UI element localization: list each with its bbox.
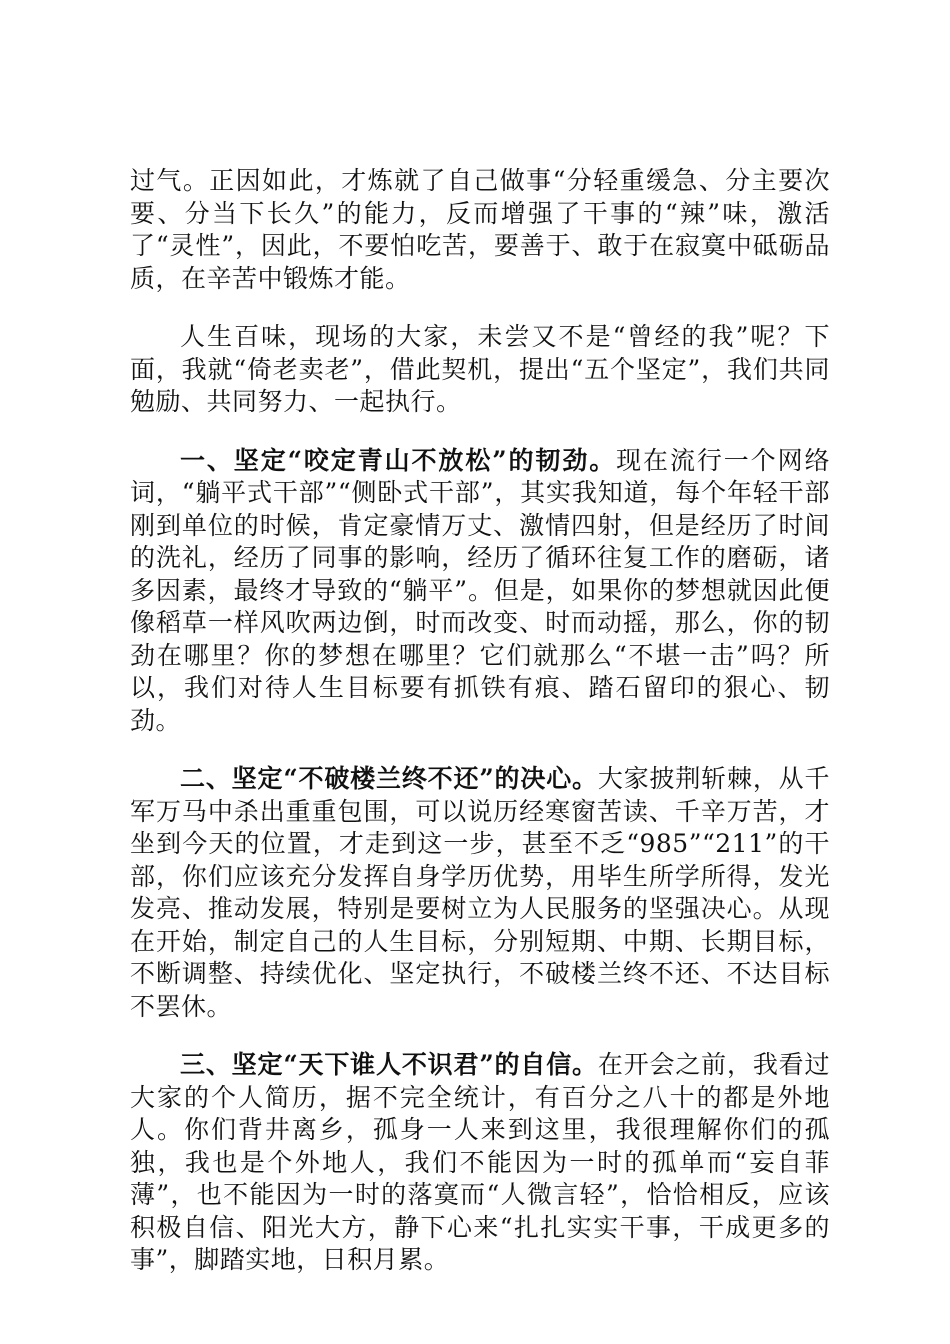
paragraph-text: 过气。正因如此，才炼就了自己做事“分轻重缓急、分主要次要、分当下长久”的能力，反而增强了干事的“辣”味，激活了“灵性”，因此，不要怕吃苦，要善于、敢于在寂寞中砥砺品质，在辛苦中锻炼才能。 [130, 166, 830, 293]
point-heading: 二、坚定“不破楼兰终不还”的决心。 [180, 764, 598, 793]
paragraph-point-3 [130, 1049, 830, 1277]
paragraph-continuation [130, 165, 830, 295]
paragraph-point-1 [130, 445, 830, 738]
paragraph-text: 人生百味，现场的大家，未尝又不是“曾经的我”呢？下面，我就“倚老卖老”，借此契机，提出“五个坚定”，我们共同勉励、共同努力、一起执行。 [130, 322, 830, 416]
paragraph-intro [130, 321, 830, 419]
paragraph-text: 大家披荆斩棘，从千军万马中杀出重重包围，可以说历经寒窗苦读、千辛万苦，才坐到今天的位置，才走到这一步，甚至不乏“985”“211”的干部，你们应该充分发挥自身学历优势，用毕生所学所得，发光发亮、推动发展，特别是要树立为人民服务的坚强决心。从现在开始，制定自己的人生目标，分别短期、中期、长期目标，不断调整、持续优化、坚定执行，不破楼兰终不还、不达目标不罢休。 [130, 764, 830, 1021]
point-heading: 一、坚定“咬定青山不放松”的韧劲。 [180, 445, 617, 475]
point-heading: 三、坚定“天下谁人不识君”的自信。 [180, 1050, 598, 1079]
paragraph-text: 在开会之前，我看过大家的个人简历，据不完全统计，有百分之八十的都是外地人。你们背井离乡，孤身一人来到这里，我很理解你们的孤独，我也是个外地人，我们不能因为一时的孤单而“妄自菲薄”，也不能因为一时的落寞而“人微言轻”，恰恰相反，应该积极自信、阳光大方，静下心来“扎扎实实干事，干成更多的事”，脚踏实地，日积月累。 [130, 1050, 830, 1274]
paragraph-text: 现在流行一个网络词，“躺平式干部”“侧卧式干部”，其实我知道，每个年轻干部刚到单位的时候，肯定豪情万丈、激情四射，但是经历了时间的洗礼，经历了同事的影响，经历了循环往复工作的磨砺，诸多因素，最终才导致的“躺平”。但是，如果你的梦想就因此便像稻草一样风吹两边倒，时而改变、时而动摇，那么，你的韧劲在哪里？你的梦想在哪里？它们就那么“不堪一击”吗？所以，我们对待人生目标要有抓铁有痕、踏石留印的狠心、韧劲。 [130, 445, 830, 735]
paragraph-point-2 [130, 763, 830, 1023]
document-body [130, 165, 830, 1303]
